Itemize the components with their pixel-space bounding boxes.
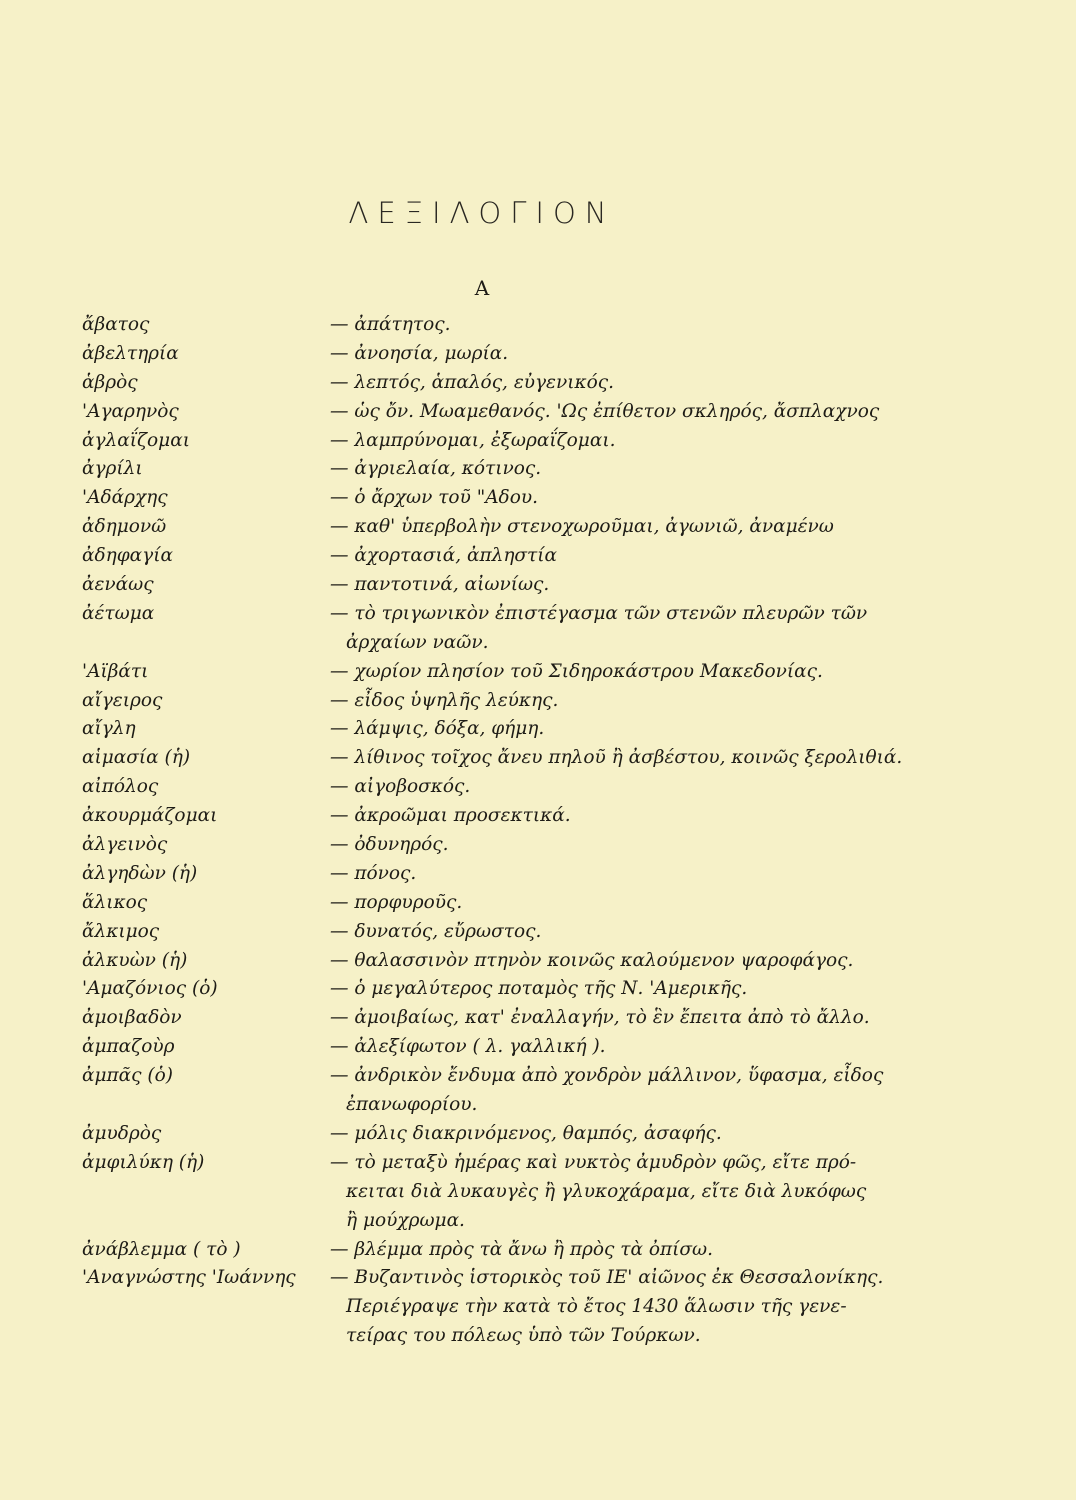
- glossary-entry: [82, 571, 962, 600]
- entry-definition: — τὸ μεταξὺ ἡμέρας καὶ νυκτὸς ἀμυδρὸν φῶς, εἴτε πρό-: [330, 1151, 857, 1173]
- entry-definition: — τὸ τριγωνικὸν ἐπιστέγασμα τῶν στενῶν πλευρῶν τῶν: [330, 602, 868, 624]
- glossary-entry: [82, 918, 962, 947]
- glossary-entry-continuation: [82, 1293, 962, 1322]
- glossary-entry-continuation: [82, 1178, 962, 1207]
- glossary-entry: [82, 340, 962, 369]
- entry-term: [82, 629, 330, 658]
- entry-definition: Περιέγραψε τὴν κατὰ τὸ ἔτος 1430 ἅλωσιν τῆς γενε-: [346, 1296, 847, 1318]
- entry-term: ἀμπᾶς (ὁ): [82, 1065, 173, 1087]
- entry-definition: τείρας του πόλεως ὑπὸ τῶν Τούρκων.: [346, 1325, 701, 1347]
- entry-term: ἀμοιβαδὸν: [82, 1007, 182, 1029]
- entry-term: ἀμφιλύκη (ἡ): [82, 1151, 205, 1173]
- entry-term: αἰπόλος: [82, 776, 159, 798]
- entry-term: ἀβελτηρία: [82, 342, 179, 364]
- entry-term: [82, 1293, 330, 1322]
- entry-term: ἄβατος: [82, 314, 150, 335]
- glossary-entry: [82, 773, 962, 802]
- glossary-entry-continuation: [82, 1322, 962, 1351]
- entry-definition: — θαλασσινὸν πτηνὸν κοινῶς καλούμενον ψαροφάγος.: [330, 949, 854, 971]
- glossary-entry: [82, 744, 962, 773]
- entry-term: 'Αγαρηνὸς: [82, 400, 179, 422]
- entry-definition: — μόλις διακρινόμενος, θαμπός, ἀσαφής.: [330, 1122, 722, 1144]
- entry-definition: — βλέμμα πρὸς τὰ ἄνω ἢ πρὸς τὰ ὀπίσω.: [330, 1238, 714, 1260]
- glossary-entry: [82, 1004, 962, 1033]
- glossary-entry: [82, 947, 962, 976]
- glossary-entry: [82, 715, 962, 744]
- entry-term: 'Αδάρχης: [82, 487, 168, 509]
- entry-term: ἀμυδρὸς: [82, 1122, 162, 1144]
- glossary-entry: [82, 1062, 962, 1091]
- entry-definition: — ὀδυνηρός.: [330, 834, 449, 856]
- glossary-entry-continuation: [82, 629, 962, 658]
- entry-definition: — δυνατός, εὔρωστος.: [330, 920, 542, 942]
- entry-term: ἀλγηδὼν (ἡ): [82, 862, 198, 884]
- entry-term: ἀδημονῶ: [82, 516, 167, 538]
- glossary-entry-continuation: [82, 1207, 962, 1236]
- entry-definition: — ἀνδρικὸν ἔνδυμα ἀπὸ χονδρὸν μάλλινον, ὕφασμα, εἶδος: [330, 1065, 884, 1087]
- entry-definition: ἀρχαίων ναῶν.: [346, 631, 489, 653]
- glossary-entry: [82, 427, 962, 456]
- entry-term: ἀλγεινὸς: [82, 834, 168, 856]
- entry-definition: — ὁ μεγαλύτερος ποταμὸς τῆς Ν. 'Αμερικῆς.: [330, 978, 748, 1000]
- glossary-entry: [82, 542, 962, 571]
- entry-definition: — λεπτός, ἁπαλός, εὐγενικός.: [330, 371, 614, 393]
- entry-definition: κειται διὰ λυκαυγὲς ἢ γλυκοχάραμα, εἴτε διὰ λυκόφως: [346, 1180, 867, 1202]
- page-title: ΛΕΞΙΛΟΓΙΟΝ: [348, 196, 616, 230]
- glossary-entry: [82, 1120, 962, 1149]
- entry-term: 'Αμαζόνιος (ὁ): [82, 978, 218, 1000]
- glossary-entry: [82, 889, 962, 918]
- glossary-entry: [82, 1236, 962, 1265]
- glossary-entry: [82, 1264, 962, 1293]
- entry-term: [82, 1091, 330, 1120]
- entry-definition: — ἀχορτασιά, ἀπληστία: [330, 545, 558, 567]
- glossary-entry: [82, 860, 962, 889]
- glossary-entry: [82, 658, 962, 687]
- glossary-entry: [82, 687, 962, 716]
- entry-term: ἀγρίλι: [82, 458, 143, 480]
- entry-term: [82, 1207, 330, 1236]
- entry-definition: — ἀπάτητος.: [330, 314, 451, 335]
- entry-definition: — ἀγριελαία, κότινος.: [330, 458, 542, 480]
- glossary-entry: [82, 802, 962, 831]
- glossary-entry: [82, 1033, 962, 1062]
- glossary-entry: [82, 513, 962, 542]
- entry-definition: — ἀκροῶμαι προσεκτικά.: [330, 805, 571, 827]
- entry-term: ἀκουρμάζομαι: [82, 805, 218, 827]
- entry-term: ἀγλαΐζομαι: [82, 429, 190, 451]
- glossary-entry: [82, 455, 962, 484]
- entry-term: 'Αναγνώστης 'Ιωάννης: [82, 1267, 296, 1289]
- entry-term: αἴγλη: [82, 718, 136, 740]
- entry-definition: — αἰγοβοσκός.: [330, 776, 471, 798]
- entry-definition: — καθ' ὑπερβολὴν στενοχωροῦμαι, ἀγωνιῶ, ἀναμένω: [330, 516, 834, 538]
- entry-term: 'Αϊβάτι: [82, 660, 149, 682]
- entry-definition: — ὡς ὄν. Μωαμεθανός. 'Ως ἐπίθετον σκληρός, ἄσπλαχνος: [330, 400, 880, 422]
- glossary-entry: [82, 1149, 962, 1178]
- glossary-entry: [82, 369, 962, 398]
- entry-definition: — ὁ ἄρχων τοῦ "Αδου.: [330, 487, 538, 509]
- entry-definition: ἐπανωφορίου.: [346, 1094, 478, 1116]
- entry-term: ἀέτωμα: [82, 602, 155, 624]
- entry-term: ἄλκιμος: [82, 920, 160, 942]
- glossary-entry: [82, 311, 962, 340]
- entry-definition: — χωρίον πλησίον τοῦ Σιδηροκάστρου Μακεδονίας.: [330, 660, 823, 682]
- entry-term: ἁβρὸς: [82, 371, 138, 393]
- entry-definition: — πόνος.: [330, 862, 417, 884]
- entry-term: ἀενάως: [82, 574, 154, 596]
- entry-definition: — λαμπρύνομαι, ἐξωραΐζομαι.: [330, 429, 616, 451]
- section-letter: Α: [474, 276, 490, 300]
- entry-term: [82, 1322, 330, 1351]
- entry-term: ἀμπαζοὺρ: [82, 1036, 175, 1058]
- entry-term: ἀδηφαγία: [82, 545, 173, 567]
- entry-term: αἴγειρος: [82, 689, 163, 711]
- glossary-entry: [82, 398, 962, 427]
- glossary-entry: [82, 484, 962, 513]
- entry-term: ἀλκυὼν (ἡ): [82, 949, 188, 971]
- glossary-list: [82, 311, 962, 1351]
- entry-definition: ἢ μούχρωμα.: [346, 1209, 465, 1231]
- entry-term: ἀνάβλεμμα ( τὸ ): [82, 1238, 241, 1260]
- entry-definition: — ἀλεξίφωτον ( λ. γαλλική ).: [330, 1036, 606, 1058]
- glossary-entry-continuation: [82, 1091, 962, 1120]
- glossary-entry: [82, 831, 962, 860]
- entry-definition: — πορφυροῦς.: [330, 891, 463, 913]
- entry-definition: — ἀμοιβαίως, κατ' ἐναλλαγήν, τὸ ἓν ἔπειτα ἀπὸ τὸ ἄλλο.: [330, 1007, 870, 1029]
- glossary-entry: [82, 975, 962, 1004]
- glossary-entry: [82, 600, 962, 629]
- entry-term: αἱμασία (ἡ): [82, 747, 191, 769]
- entry-term: ἅλικος: [82, 891, 148, 913]
- entry-definition: — ἀνοησία, μωρία.: [330, 342, 509, 364]
- entry-definition: — εἶδος ὑψηλῆς λεύκης.: [330, 689, 559, 711]
- entry-term: [82, 1178, 330, 1207]
- entry-definition: — λίθινος τοῖχος ἄνευ πηλοῦ ἢ ἀσβέστου, κοινῶς ξερολιθιά.: [330, 747, 903, 769]
- entry-definition: — παντοτινά, αἰωνίως.: [330, 574, 550, 596]
- entry-definition: — λάμψις, δόξα, φήμη.: [330, 718, 545, 740]
- entry-definition: — Βυζαντινὸς ἱστορικὸς τοῦ ΙΕ' αἰῶνος ἐκ Θεσσαλονίκης.: [330, 1267, 884, 1289]
